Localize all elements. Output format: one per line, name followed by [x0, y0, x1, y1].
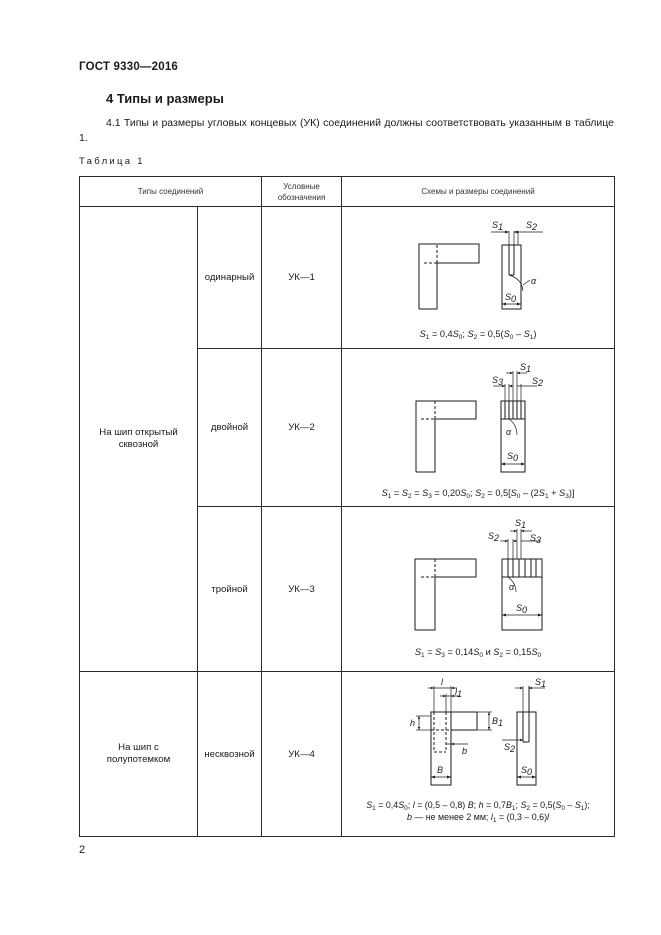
- subtype-cell: одинарный: [198, 207, 262, 349]
- subtype-cell: тройной: [198, 507, 262, 672]
- label-s1: S1: [492, 220, 504, 232]
- formula-uk4: $S_1 = 0,4S_0$; l = (0,5 – 0,8) B; $h = 0,7B_1$; $S_2 = 0,5(S_0 - S_1)$; b — не менее 2 мм; $l_1 = (0,3 - 0,6)l$: [366, 800, 590, 824]
- code-cell: УК—3: [262, 507, 342, 672]
- standard-header: ГОСТ 9330—2016: [79, 61, 179, 73]
- code-cell: УК—1: [262, 207, 342, 349]
- label-s0: S0: [516, 603, 528, 615]
- formula-uk3: $S_1 = S_3 = 0,14S_0$ и $S_2 = 0,15S_0$: [414, 647, 542, 659]
- label-s3: S3: [530, 533, 542, 545]
- label-l: l: [441, 677, 444, 687]
- label-B: B: [437, 765, 444, 775]
- label-alpha: α: [506, 427, 512, 437]
- header-codes: Условные обозначения: [262, 177, 342, 207]
- table-caption: Таблица 1: [79, 156, 145, 167]
- uk2-diagram: [342, 349, 615, 507]
- label-s1: S1: [535, 677, 547, 689]
- label-s2: S2: [532, 376, 544, 388]
- label-s0: S0: [507, 451, 519, 463]
- formula-uk1: $S_1 = 0,4S_0$; $S_2 = 0,5(S_0 - S_1)$: [419, 329, 537, 341]
- label-s1: S1: [520, 362, 532, 374]
- label-s1: S1: [515, 518, 527, 530]
- code-cell: УК—4: [262, 672, 342, 837]
- formula-uk2: $S_1 = S_2 = S_3 = 0,20S_0$; $S_2 = 0,5[S_0 - (2S_1 + S_3)]$: [381, 488, 575, 500]
- joints-table: [79, 176, 615, 837]
- section-title: 4 Типы и размеры: [106, 91, 224, 106]
- group-type-open-through: На шип открытый сквозной: [80, 207, 198, 672]
- scheme-uk2: [342, 349, 615, 507]
- label-s0: S0: [505, 292, 517, 304]
- scheme-uk1: [342, 207, 615, 349]
- scheme-uk4: [342, 672, 615, 837]
- label-h: h: [410, 718, 416, 728]
- label-alpha: α: [509, 582, 515, 592]
- label-b: b: [462, 746, 468, 756]
- label-s0: S0: [521, 765, 533, 777]
- table-header-row: [80, 177, 615, 207]
- header-types: Типы соединений: [80, 177, 262, 207]
- scheme-uk3: [342, 507, 615, 672]
- label-s3: S3: [492, 375, 504, 387]
- label-b1: B1: [492, 716, 504, 728]
- label-l1: l1: [455, 687, 463, 699]
- page-number: 2: [79, 844, 86, 856]
- table-row: [80, 207, 615, 349]
- subtype-cell: несквозной: [198, 672, 262, 837]
- code-cell: УК—2: [262, 349, 342, 507]
- subtype-cell: двойной: [198, 349, 262, 507]
- label-s2: S2: [526, 220, 538, 232]
- table-row: [80, 672, 615, 837]
- label-alpha: α: [531, 276, 537, 286]
- section-paragraph: 4.1 Типы и размеры угловых концевых (УК) соединений должны соответствовать указанным в таблице 1.: [79, 117, 614, 144]
- label-s2: S2: [504, 742, 516, 754]
- header-schemes: Схемы и размеры соединений: [342, 177, 615, 207]
- label-s2: S2: [488, 531, 500, 543]
- group-type-half-blind: На шип с полупотемком: [80, 672, 198, 837]
